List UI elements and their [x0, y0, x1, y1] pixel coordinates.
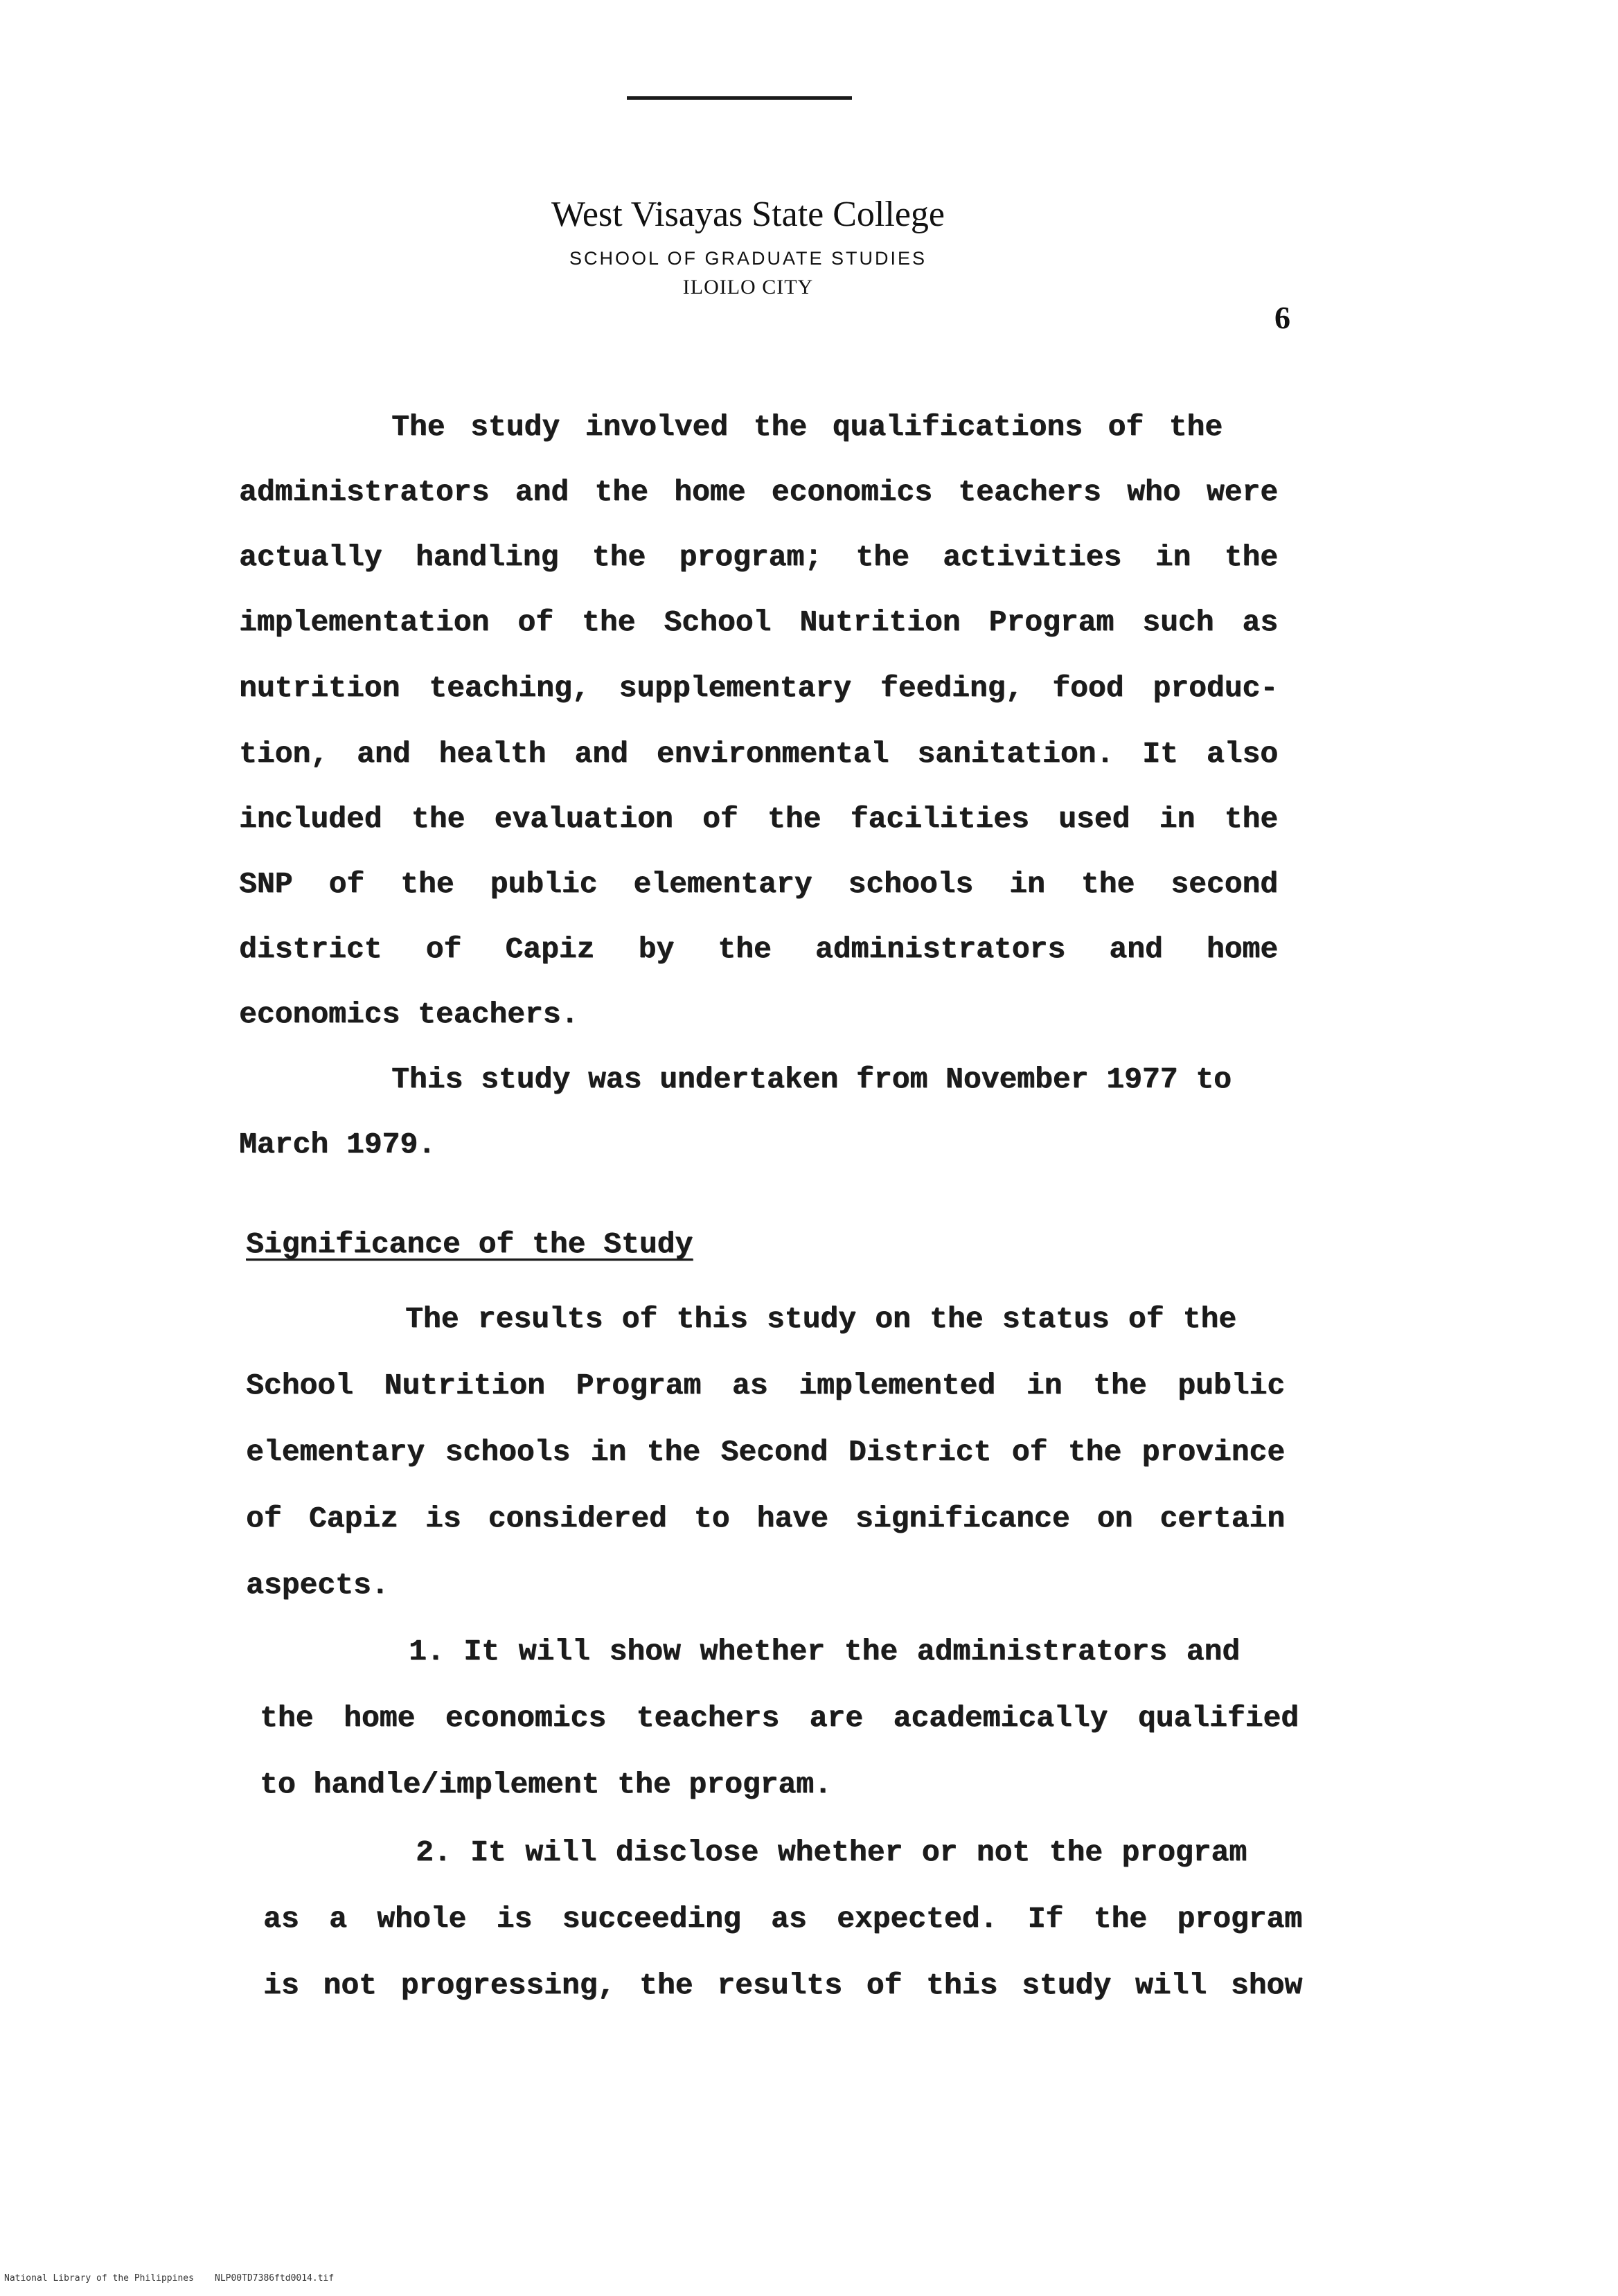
text-line: is not progressing, the results of this study will show: [263, 1968, 1302, 2002]
footer-filename: NLP00TD7386ftd0014.tif: [215, 2273, 335, 2284]
text-line: district of Capiz by the administrators and home: [239, 932, 1278, 966]
text-line: of Capiz is considered to have significance on certain: [246, 1502, 1285, 1536]
text-line: aspects.: [246, 1568, 389, 1602]
college-name: West Visayas State College: [551, 195, 945, 234]
text-line: as a whole is succeeding as expected. If the program: [263, 1902, 1302, 1936]
text-line: to handle/implement the program.: [260, 1768, 832, 1801]
city-name: ILOILO CITY: [682, 276, 814, 299]
text-line: tion, and health and environmental sanitation. It also: [239, 737, 1278, 771]
text-line: 1. It will show whether the administrators and: [409, 1635, 1240, 1668]
text-line: The study involved the qualifications of the: [391, 410, 1223, 444]
section-heading: Significance of the Study: [246, 1227, 693, 1261]
footer-library: National Library of the Philippines: [4, 2273, 194, 2284]
top-rule: [627, 96, 852, 100]
text-line: implementation of the School Nutrition Program such as: [239, 605, 1278, 639]
text-line: actually handling the program; the activities in the: [239, 540, 1278, 574]
text-line: elementary schools in the Second District of the province: [246, 1435, 1285, 1469]
text-line: This study was undertaken from November 1977 to: [391, 1062, 1232, 1096]
page-number: 6: [1274, 300, 1290, 335]
text-line: 2. It will disclose whether or not the program: [416, 1835, 1247, 1869]
text-line: nutrition teaching, supplementary feeding, food produc-: [239, 671, 1278, 705]
text-line: included the evaluation of the facilities used in the: [239, 802, 1278, 836]
text-line: The results of this study on the status of the: [405, 1302, 1236, 1336]
school-name: SCHOOL OF GRADUATE STUDIES: [569, 248, 927, 269]
text-line: the home economics teachers are academically qualified: [260, 1701, 1299, 1735]
text-line: SNP of the public elementary schools in the second: [239, 867, 1278, 901]
text-line: School Nutrition Program as implemented in the public: [246, 1369, 1285, 1403]
text-line: March 1979.: [239, 1128, 436, 1162]
text-line: economics teachers.: [239, 997, 579, 1031]
text-line: administrators and the home economics teachers who were: [239, 475, 1278, 509]
